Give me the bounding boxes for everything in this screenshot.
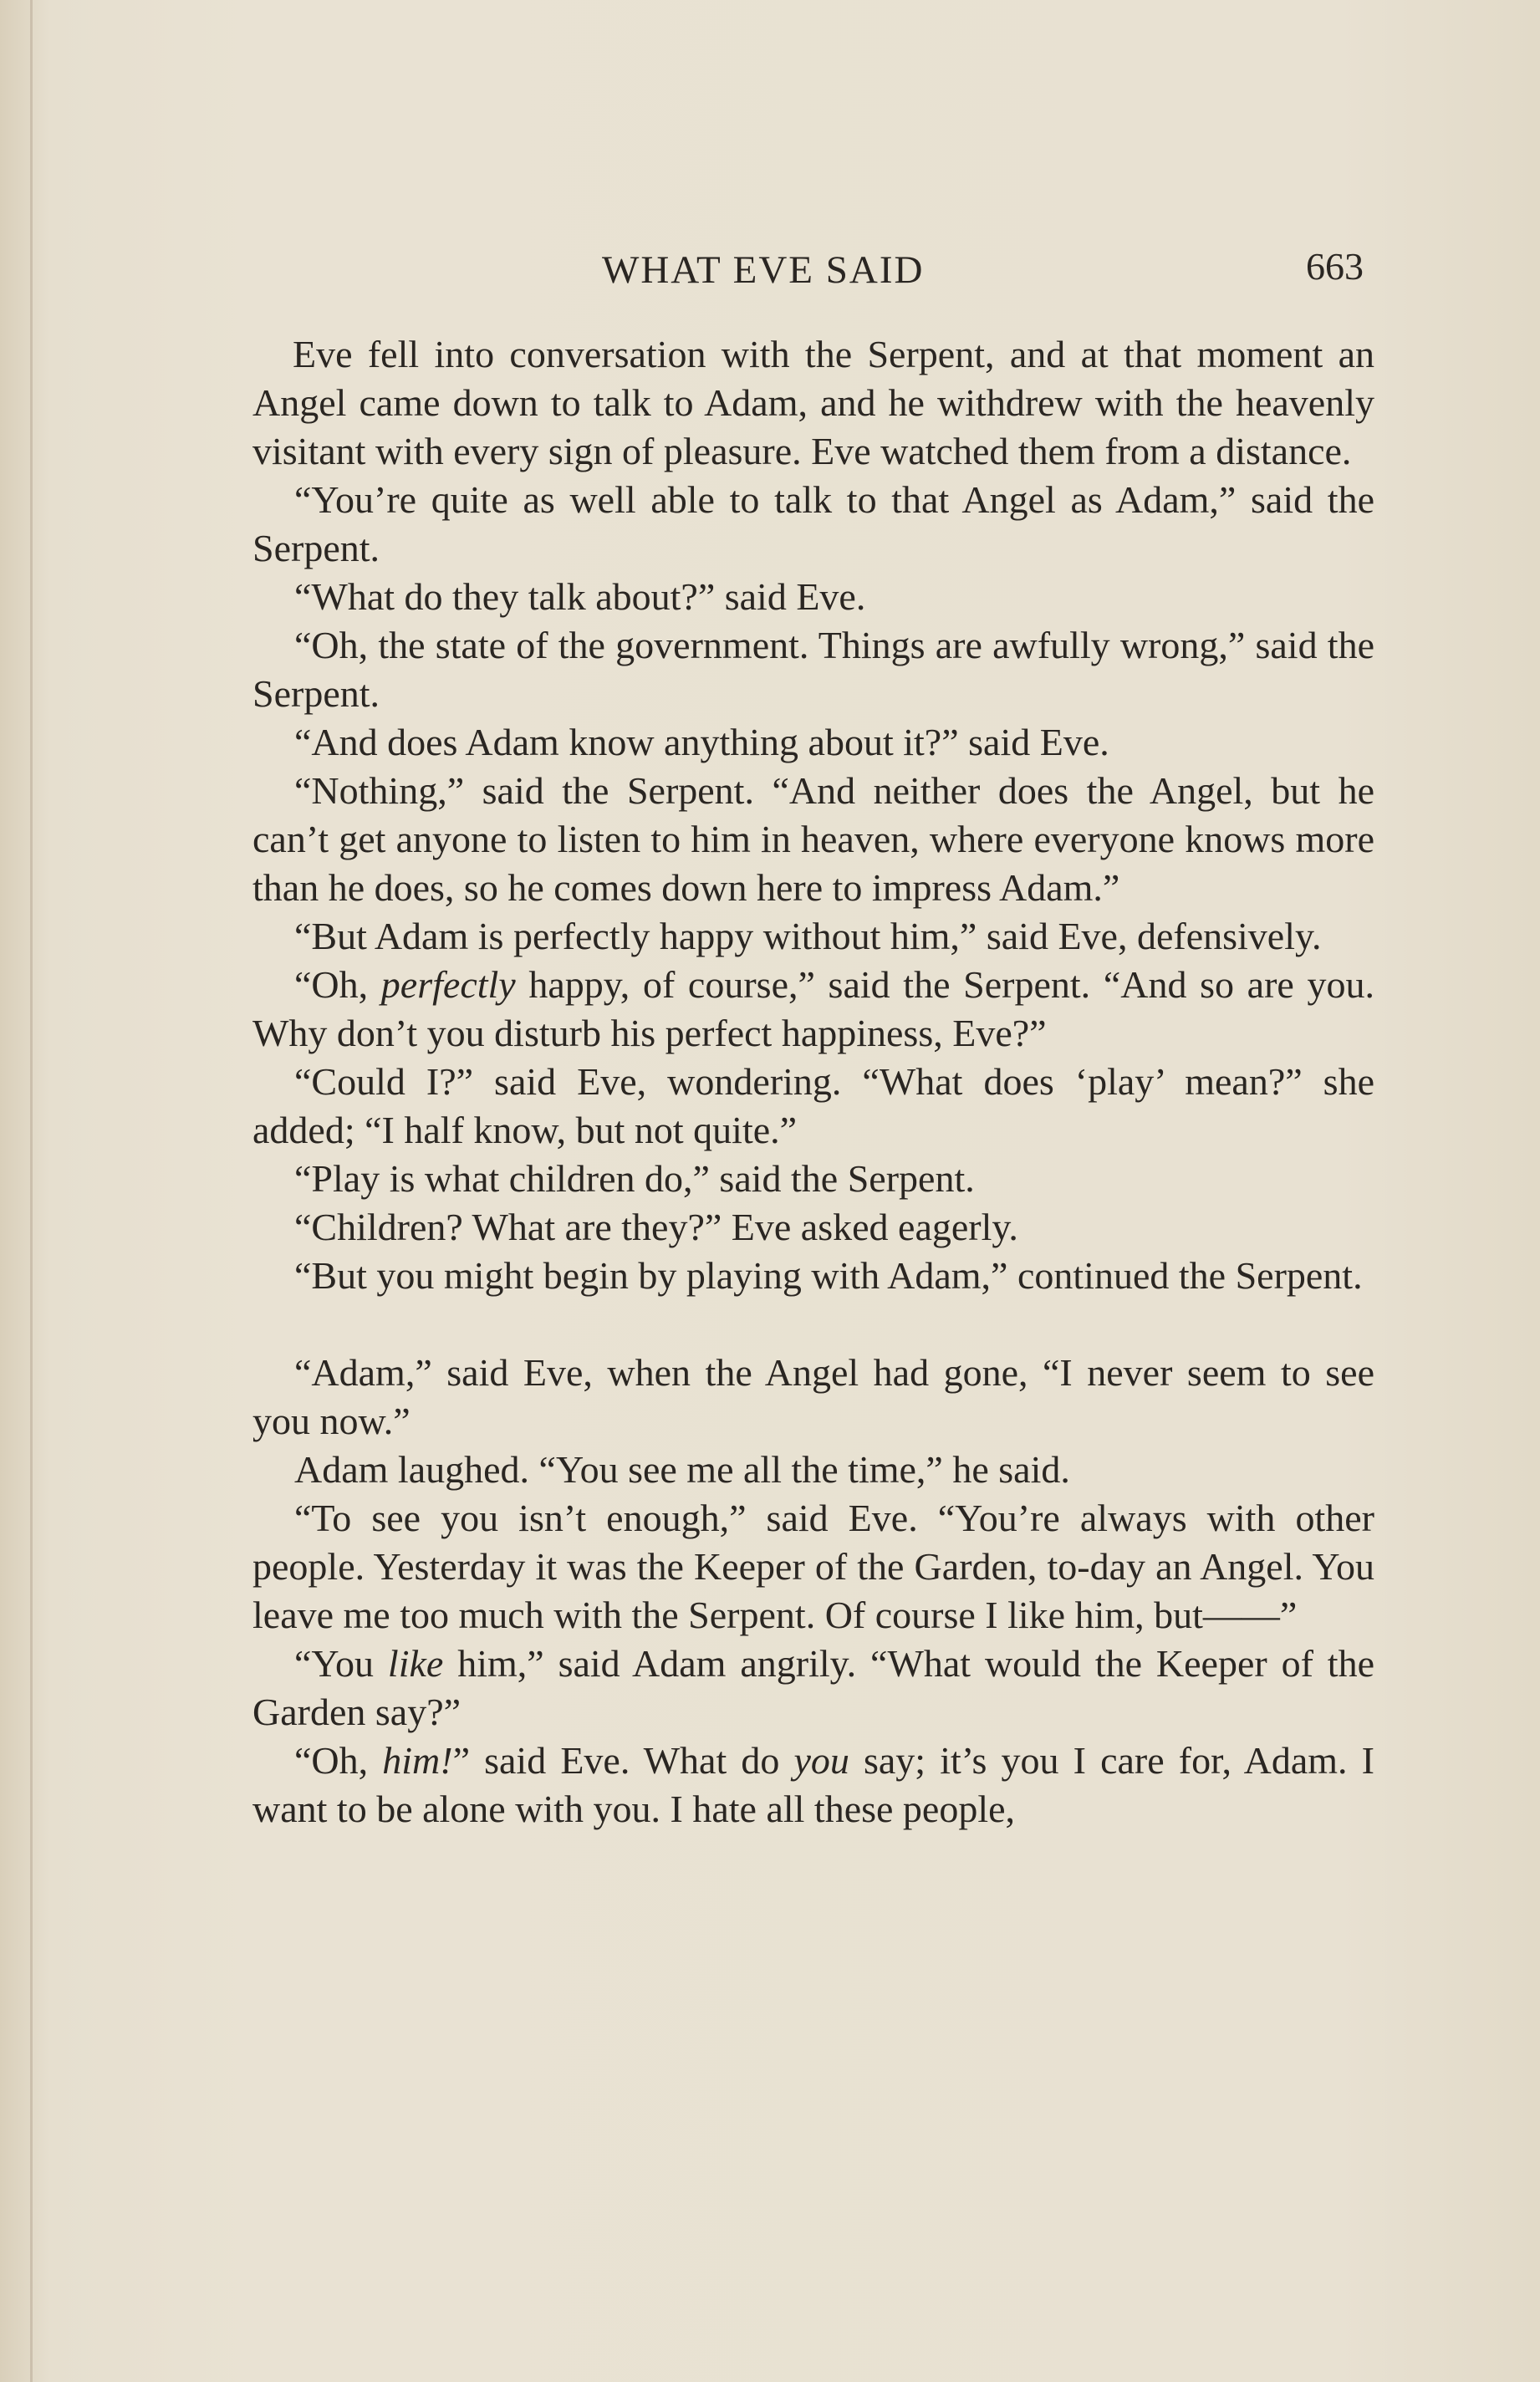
paragraph: “Adam,” said Eve, when the Angel had gone, “I never seem to see you now.” [252,1351,1374,1442]
paragraph: “Could I?” said Eve, wondering. “What does ‘play’ mean?” she added; “I half know, but not quite.” [252,1060,1374,1151]
italic-text: you [793,1739,849,1782]
running-header [0,247,1540,306]
body-text [252,330,1374,1834]
paragraph: “To see you isn’t enough,” said Eve. “You’re always with other people. Yesterday it was the Keeper of the Garden, to-day an Angel. You leave me too much with the Serpent. Of course I like him, but——” [252,1497,1374,1636]
italic-text: him! [382,1739,453,1782]
section-break [252,1300,1374,1349]
paragraph: “Oh, the state of the government. Things are awfully wrong,” said the Serpent. [252,624,1374,715]
paragraph: Adam laughed. “You see me all the time,” he said. [294,1448,1070,1491]
text-run: happy, of course,” said the Serpent. “And so are you. Why don’t you disturb his perfect happiness, Eve?” [252,963,1374,1054]
paragraph: “Play is what children do,” said the Serpent. [294,1157,975,1200]
page-number: 663 [1306,245,1364,288]
paragraph: “You’re quite as well able to talk to that Angel as Adam,” said the Serpent. [252,478,1374,569]
text-run: ” said Eve. What do [452,1739,794,1782]
paragraph: “Nothing,” said the Serpent. “And neither does the Angel, but he can’t get anyone to listen to him in heaven, where everyone knows more than he does, so he comes down here to impress Adam.” [252,769,1374,909]
text-run: “Oh, [294,1739,383,1782]
text-run: say; it’s you I care for, Adam. I want to be alone with you. I hate all these people, [252,1739,1374,1830]
paragraph: “But you might begin by playing with Adam,” continued the Serpent. [294,1254,1363,1297]
italic-text: perfectly [380,963,516,1006]
page-gutter-shadow [30,0,33,2382]
paragraph: “What do they talk about?” said Eve. [294,575,866,618]
paragraph: “And does Adam know anything about it?” said Eve. [294,721,1109,763]
paragraph [252,1737,1374,1834]
paragraph: “But Adam is perfectly happy without him,” said Eve, defensively. [294,915,1322,957]
text-run: “Oh, [294,963,381,1006]
text-run: him,” said Adam angrily. “What would the Keeper of the Garden say?” [252,1642,1374,1733]
paragraph [252,1640,1374,1737]
paragraph [252,961,1374,1058]
paragraph: “Children? What are they?” Eve asked eagerly. [294,1206,1018,1248]
running-title: WHAT EVE SAID [602,248,925,292]
italic-text: like [387,1642,444,1685]
paragraph: Eve fell into conversation with the Serpent, and at that moment an Angel came down to talk to Adam, and he withdrew with the heavenly visitant with every sign of pleasure. Eve watched them from a distance. [252,333,1374,472]
text-run: “You [294,1642,388,1685]
